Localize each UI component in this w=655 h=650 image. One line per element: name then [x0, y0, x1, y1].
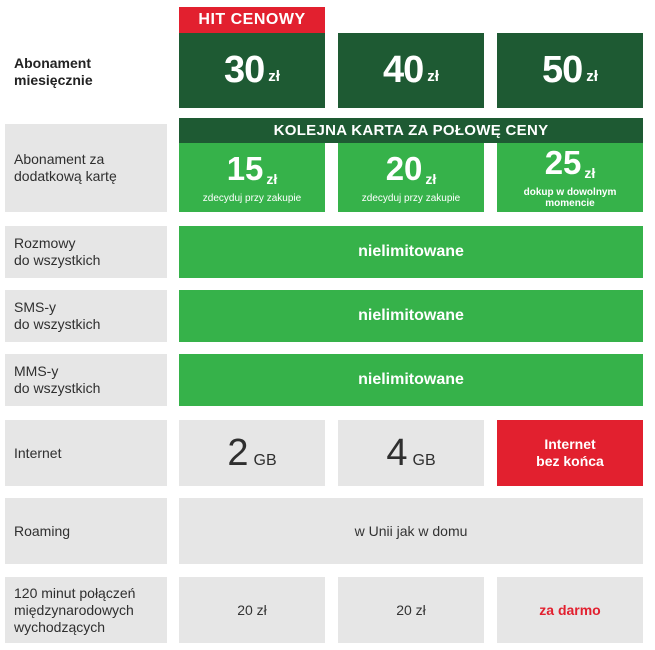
- row-label-minuty: [5, 577, 167, 643]
- row-label-abonament: [5, 35, 167, 108]
- label-line: dodatkową kartę: [14, 168, 117, 184]
- label-line: SMS-y: [14, 299, 56, 315]
- extra-price-value: 25: [544, 144, 582, 181]
- internet-unlimited: [497, 420, 643, 486]
- internet-amount: 4: [386, 431, 408, 474]
- minutes-price-plan2: 20 zł: [338, 577, 484, 643]
- mms-unlimited: nielimitowane: [179, 354, 643, 406]
- price-currency: zł: [268, 68, 280, 85]
- extra-card-price-15: [179, 143, 325, 212]
- price-value: 40: [383, 49, 424, 91]
- extra-price-value: 20: [385, 149, 423, 187]
- extra-note: dokup w dowolnym: [523, 187, 617, 198]
- internet-line-1: Internet: [544, 436, 596, 452]
- extra-price-currency: zł: [584, 165, 596, 181]
- plan-price-40[interactable]: [338, 33, 484, 108]
- price-currency: zł: [427, 68, 439, 85]
- label-line: wychodzących: [14, 618, 106, 635]
- extra-note-2: momencie: [545, 198, 595, 209]
- price-currency: zł: [586, 68, 598, 85]
- label-line: MMS-y: [14, 363, 59, 379]
- label-line: do wszystkich: [14, 316, 101, 332]
- internet-amount: 2: [227, 431, 249, 474]
- plan-price-30[interactable]: [179, 33, 325, 108]
- label-line: do wszystkich: [14, 380, 101, 396]
- row-label-rozmowy: [5, 226, 167, 278]
- internet-unit: GB: [253, 452, 277, 469]
- extra-price-currency: zł: [425, 170, 437, 187]
- extra-card-price-25: [497, 143, 643, 212]
- label-line: Abonament za: [14, 151, 105, 167]
- label-line: 120 minut połączeń: [14, 584, 136, 601]
- row-label-dodatkowa: [5, 124, 167, 212]
- label-line: Roaming: [14, 522, 71, 539]
- minutes-price-plan1: 20 zł: [179, 577, 325, 643]
- sms-unlimited: nielimitowane: [179, 290, 643, 342]
- label-line: Internet: [14, 444, 62, 461]
- extra-card-price-20: [338, 143, 484, 212]
- extra-note: zdecyduj przy zakupie: [202, 192, 302, 204]
- extra-price-value: 15: [226, 149, 264, 187]
- internet-4gb: [338, 420, 484, 486]
- row-label-roaming: [5, 498, 167, 564]
- hit-cenowy-badge: HIT CENOWY: [179, 7, 325, 33]
- minutes-price-plan3: za darmo: [497, 577, 643, 643]
- row-label-sms: [5, 290, 167, 342]
- half-price-banner: KOLEJNA KARTA ZA POŁOWĘ CENY: [179, 118, 643, 143]
- internet-unit: GB: [412, 452, 436, 469]
- roaming-value: w Unii jak w domu: [179, 498, 643, 564]
- label-line: miesięcznie: [14, 71, 93, 88]
- label-line: międzynarodowych: [14, 601, 134, 618]
- extra-note: zdecyduj przy zakupie: [361, 192, 461, 204]
- extra-price-currency: zł: [266, 170, 278, 187]
- price-value: 30: [224, 49, 265, 91]
- label-line: Abonament: [14, 54, 91, 71]
- internet-2gb: [179, 420, 325, 486]
- label-line: do wszystkich: [14, 252, 101, 268]
- row-label-mms: [5, 354, 167, 406]
- price-value: 50: [542, 49, 583, 91]
- label-line: Rozmowy: [14, 235, 76, 251]
- internet-line-2: bez końca: [536, 453, 604, 469]
- calls-unlimited: nielimitowane: [179, 226, 643, 278]
- plan-price-50[interactable]: [497, 33, 643, 108]
- row-label-internet: [5, 420, 167, 486]
